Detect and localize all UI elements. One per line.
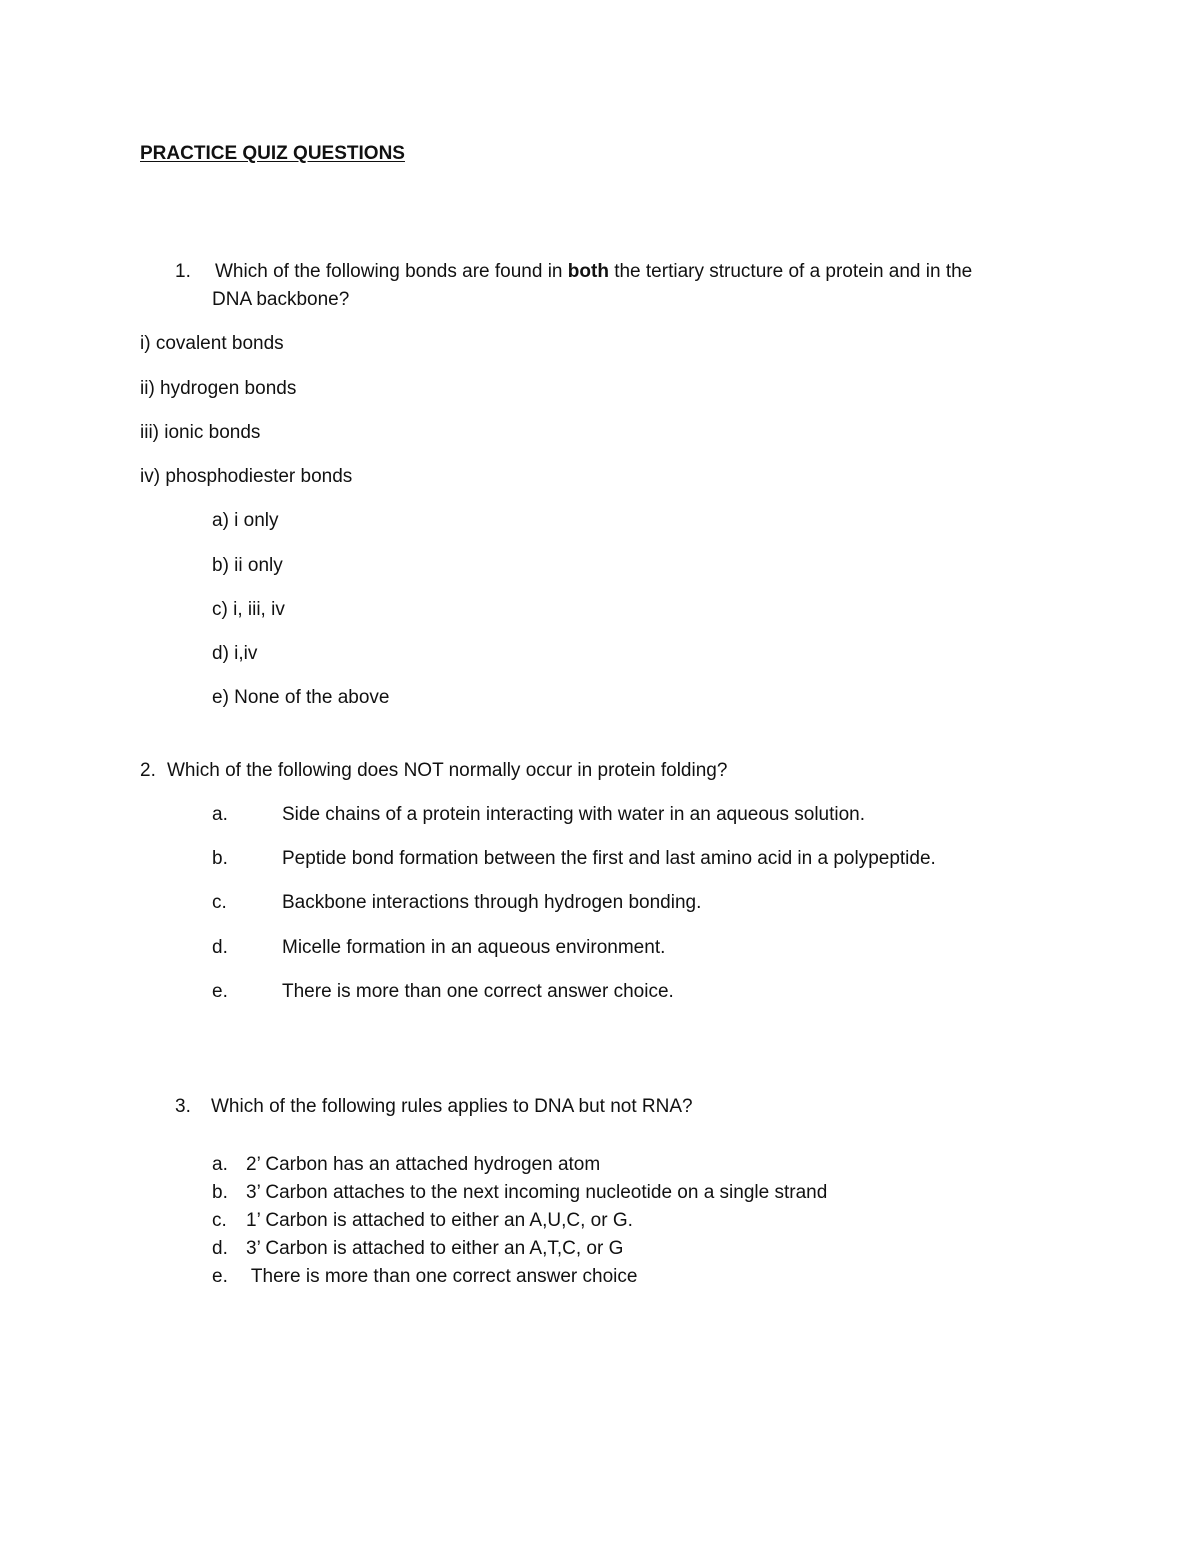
- q2-choice-c-letter: c.: [212, 892, 227, 913]
- page-title: PRACTICE QUIZ QUESTIONS: [140, 143, 405, 164]
- question-2-text: Which of the following does NOT normally occur in protein folding?: [167, 760, 728, 781]
- q2-choice-a-letter: a.: [212, 804, 228, 825]
- q2-choice-c-text: Backbone interactions through hydrogen bonding.: [282, 892, 702, 913]
- q1-choice-d: d) i,iv: [212, 643, 258, 664]
- q3-choice-b-text: 3’ Carbon attaches to the next incoming nucleotide on a single strand: [246, 1182, 828, 1203]
- q3-choice-e-text: There is more than one correct answer choice: [246, 1266, 638, 1287]
- statement-iii: iii) ionic bonds: [140, 422, 261, 443]
- q2-choice-d-letter: d.: [212, 937, 228, 958]
- question-2-number: 2.: [140, 760, 156, 781]
- q2-choice-a-text: Side chains of a protein interacting with water in an aqueous solution.: [282, 804, 866, 825]
- q2-choice-d-text: Micelle formation in an aqueous environment.: [282, 937, 666, 958]
- q3-choice-b-letter: b.: [212, 1182, 228, 1203]
- statement-iv: iv) phosphodiester bonds: [140, 466, 353, 487]
- question-3-text: Which of the following rules applies to DNA but not RNA?: [211, 1096, 693, 1117]
- question-1-text-line-2: DNA backbone?: [212, 289, 350, 310]
- q2-choice-e-text: There is more than one correct answer choice.: [282, 981, 674, 1002]
- q1-choice-a: a) i only: [212, 510, 279, 531]
- statement-ii: ii) hydrogen bonds: [140, 378, 297, 399]
- q1-choice-e: e) None of the above: [212, 687, 390, 708]
- q3-choice-c-letter: c.: [212, 1210, 227, 1231]
- q1-choice-b: b) ii only: [212, 555, 283, 576]
- q1-choice-c: c) i, iii, iv: [212, 599, 285, 620]
- question-3-number: 3.: [175, 1096, 191, 1117]
- q3-choice-a-text: 2’ Carbon has an attached hydrogen atom: [246, 1154, 601, 1175]
- statement-i: i) covalent bonds: [140, 333, 284, 354]
- q3-choice-a-letter: a.: [212, 1154, 228, 1175]
- q3-choice-c-text: 1’ Carbon is attached to either an A,U,C, or G.: [246, 1210, 633, 1231]
- q3-choice-e-letter: e.: [212, 1266, 228, 1287]
- q3-choice-d-letter: d.: [212, 1238, 228, 1259]
- question-1-number: 1.: [175, 261, 191, 282]
- question-1-text-line-1: Which of the following bonds are found in both the tertiary structure of a protein and in the: [215, 261, 973, 282]
- emphasis-both: both: [567, 261, 609, 282]
- q2-choice-e-letter: e.: [212, 981, 228, 1002]
- q2-choice-b-text: Peptide bond formation between the first and last amino acid in a polypeptide.: [282, 848, 936, 869]
- q2-choice-b-letter: b.: [212, 848, 228, 869]
- q3-choice-d-text: 3’ Carbon is attached to either an A,T,C, or G: [246, 1238, 624, 1259]
